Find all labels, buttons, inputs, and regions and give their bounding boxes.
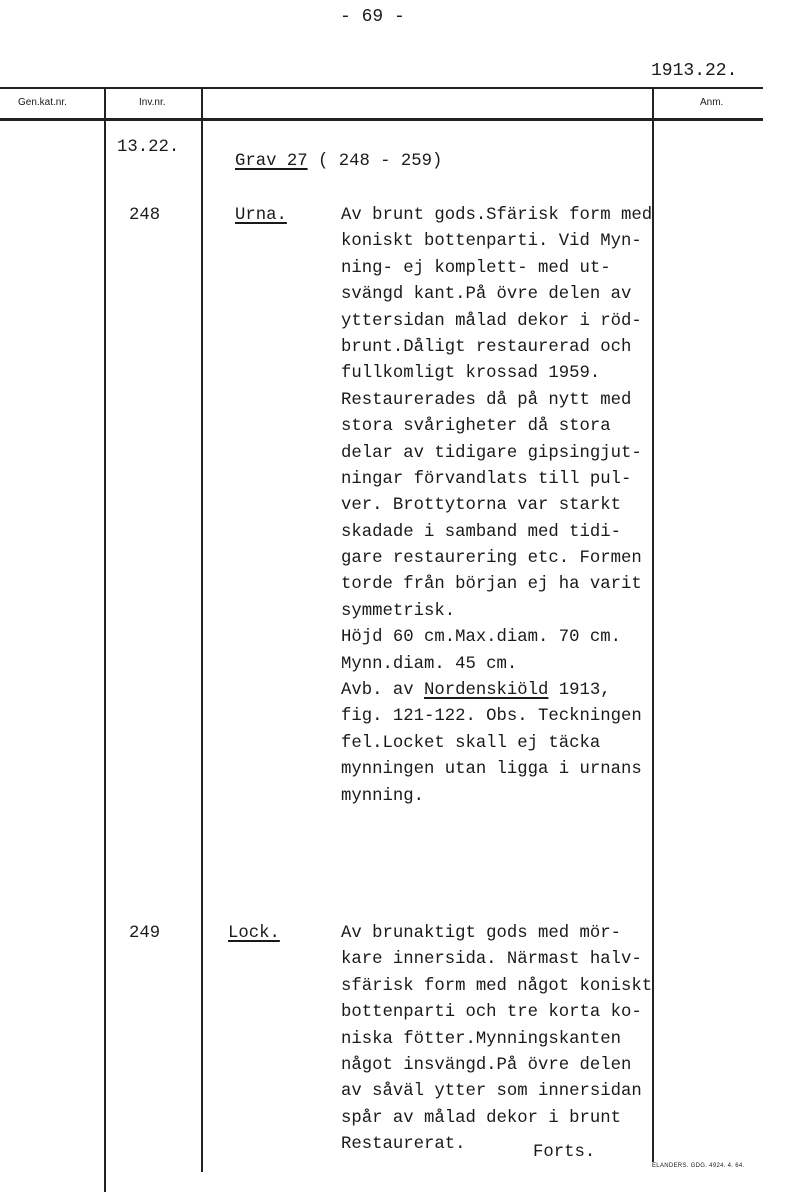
text-line: koniskt bottenparti. Vid Myn- (341, 232, 642, 252)
entry-description (341, 921, 652, 1159)
header-bottom-rule (0, 118, 763, 121)
header-gen-kat-nr: Gen.kat.nr. (18, 97, 67, 108)
text-line: ning- ej komplett- med ut- (341, 258, 611, 278)
grave-range: ( 248 - 259) (307, 152, 443, 171)
text-line: fullkomligt krossad 1959. (341, 364, 601, 384)
ref-prefix: Avb. av (341, 681, 424, 701)
group-inv-nr: 13.22. (117, 138, 180, 157)
text-line: Av brunt gods.Sfärisk form med (341, 206, 653, 225)
entry-description (341, 203, 652, 810)
header-inv-nr: Inv.nr. (139, 97, 166, 108)
text-line: fig. 121-122. Obs. Teckningen (341, 707, 642, 727)
ref-author: Nordenskiöld (423, 681, 549, 701)
text-line: mynningen utan ligga i urnans (341, 760, 642, 780)
text-line: Höjd 60 cm.Max.diam. 70 cm. (341, 628, 622, 648)
catalog-ref: 1913.22. (651, 61, 738, 81)
text-line: stora svårigheter då stora (341, 417, 611, 437)
text-line: sfärisk form med något koniskt (341, 976, 653, 996)
text-line: bottenparti och tre korta ko- (341, 1003, 642, 1023)
text-line: symmetrisk. (341, 601, 456, 621)
header-top-rule (0, 87, 763, 89)
ref-suffix: 1913, (548, 681, 611, 701)
continued-label: Forts. (533, 1143, 596, 1162)
text-line: Av brunaktigt gods med mör- (341, 924, 622, 943)
text-line: något insvängd.På övre delen (341, 1055, 632, 1075)
text-line: mynning. (341, 786, 424, 806)
text-line: niska fötter.Mynningskanten (341, 1029, 622, 1049)
text-line: fel.Locket skall ej täcka (341, 733, 601, 753)
text-line: av såväl ytter som innersidan (341, 1082, 642, 1102)
column-divider-2 (201, 87, 203, 1172)
text-line: svängd kant.På övre delen av (341, 285, 632, 305)
text-line: torde från början ej ha varit (341, 575, 642, 595)
text-line: ningar förvandlats till pul- (341, 469, 632, 489)
entry-number: 248 (129, 206, 161, 225)
column-divider-3 (652, 87, 654, 1162)
text-line: skadade i samband med tidi- (341, 522, 622, 542)
text-line: yttersidan målad dekor i röd- (341, 311, 642, 331)
text-line: ver. Brottytorna var starkt (341, 496, 622, 516)
text-line: kare innersida. Närmast halv- (341, 950, 642, 970)
column-divider-1 (104, 87, 106, 1192)
group-title (235, 149, 442, 175)
reference-line (341, 678, 652, 704)
entry-number: 249 (129, 924, 161, 943)
entry-name: Lock. (228, 924, 280, 943)
printer-mark: ELANDERS. GDG. 4924. 4. 64. (652, 1163, 745, 1169)
text-line: Mynn.diam. 45 cm. (341, 654, 518, 674)
grave-title: Grav 27 (235, 152, 308, 171)
page-number: - 69 - (340, 7, 405, 27)
text-line: spår av målad dekor i brunt (341, 1108, 622, 1128)
text-line: gare restaurering etc. Formen (341, 549, 642, 569)
text-line: Restaurerades då på nytt med (341, 390, 632, 410)
entry-name: Urna. (235, 206, 287, 225)
header-anm: Anm. (700, 97, 724, 108)
text-line: brunt.Dåligt restaurerad och (341, 337, 632, 357)
text-line: delar av tidigare gipsingjut- (341, 443, 642, 463)
text-line: Restaurerat. (341, 1135, 466, 1155)
